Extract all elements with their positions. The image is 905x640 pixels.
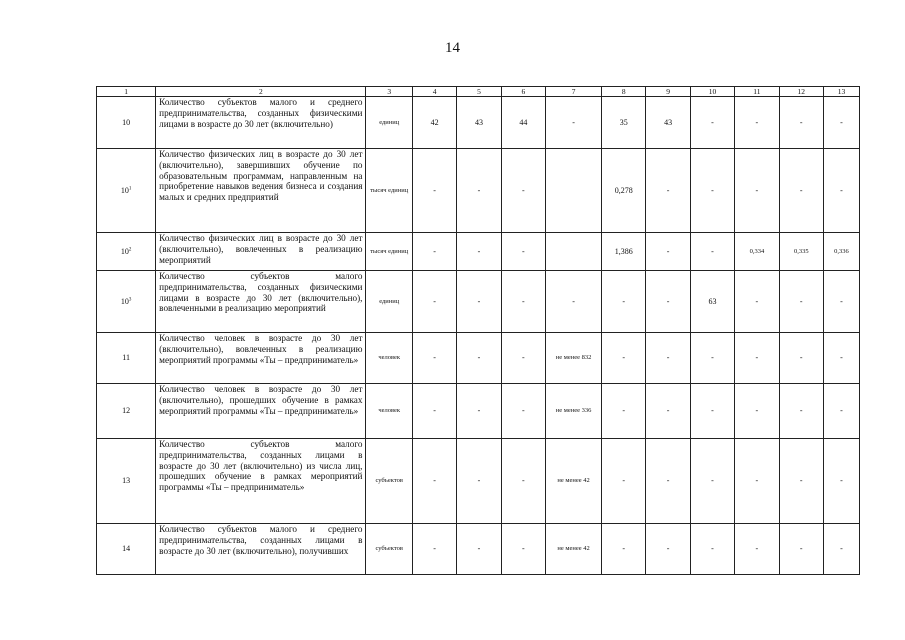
header-cell: 5	[457, 87, 501, 97]
value-cell: не менее 336	[546, 384, 602, 439]
value-cell: -	[457, 271, 501, 333]
value-cell: -	[602, 333, 646, 384]
indicator-name: Количество человек в возрасте до 30 лет (включительно), прошедших обучение в рамках мероприятий программы «Ты – предприниматель»	[156, 384, 366, 439]
value-cell: -	[646, 439, 690, 524]
header-cell: 3	[366, 87, 412, 97]
header-cell: 2	[156, 87, 366, 97]
table-row	[97, 439, 860, 524]
header-cell: 7	[546, 87, 602, 97]
value-cell: -	[690, 439, 734, 524]
value-cell: не менее 832	[546, 333, 602, 384]
value-cell: -	[735, 524, 779, 575]
row-number: 14	[97, 524, 156, 575]
indicator-name: Количество субъектов малого и среднего предпринимательства, созданных лицами в возрасте до 30 лет (включительно), получивших	[156, 524, 366, 575]
value-cell: 44	[501, 97, 545, 149]
value-cell: -	[823, 97, 859, 149]
value-cell: -	[823, 271, 859, 333]
value-cell: -	[779, 97, 823, 149]
value-cell: -	[690, 97, 734, 149]
value-cell: -	[412, 333, 456, 384]
row-number: $10^1$	[97, 149, 156, 233]
value-cell: -	[690, 384, 734, 439]
header-cell: 4	[412, 87, 456, 97]
value-cell: -	[646, 524, 690, 575]
value-cell: -	[823, 333, 859, 384]
row-number: 11	[97, 333, 156, 384]
table-row	[97, 333, 860, 384]
value-cell: -	[602, 439, 646, 524]
value-cell: -	[779, 149, 823, 233]
value-cell: -	[735, 384, 779, 439]
page-number: 14	[445, 40, 460, 56]
value-cell: -	[602, 384, 646, 439]
indicator-name: Количество субъектов малого и среднего предпринимательства, созданных физическими лицами в возрасте до 30 лет (включительно)	[156, 97, 366, 149]
header-cell: 10	[690, 87, 734, 97]
header-cell: 12	[779, 87, 823, 97]
value-cell: 43	[646, 97, 690, 149]
value-cell: 0,334	[735, 233, 779, 271]
table-row	[97, 97, 860, 149]
value-cell: -	[457, 524, 501, 575]
value-cell: -	[823, 524, 859, 575]
header-cell: 11	[735, 87, 779, 97]
header-row	[97, 87, 860, 97]
row-number: $10^3$	[97, 271, 156, 333]
value-cell: -	[779, 439, 823, 524]
value-cell: -	[501, 271, 545, 333]
indicator-name: Количество субъектов малого предпринимательства, созданных физическими лицами в возрасте до 30 лет (включительно), вовлеченными в реализацию мероприятий	[156, 271, 366, 333]
value-cell: -	[546, 97, 602, 149]
value-cell: -	[501, 439, 545, 524]
value-cell: 0,336	[823, 233, 859, 271]
table-row	[97, 524, 860, 575]
value-cell: 35	[602, 97, 646, 149]
value-cell	[546, 149, 602, 233]
value-cell: -	[457, 439, 501, 524]
header-cell: 6	[501, 87, 545, 97]
row-number: 12	[97, 384, 156, 439]
indicator-name: Количество физических лиц в возрасте до 30 лет (включительно), завершивших обучение по образовательным программам, направленным на приобретение навыков ведения бизнеса и создания малых и средних предприятий	[156, 149, 366, 233]
indicator-name: Количество физических лиц в возрасте до 30 лет (включительно), вовлеченных в реализацию мероприятий	[156, 233, 366, 271]
value-cell: -	[602, 271, 646, 333]
row-number: $10^2$	[97, 233, 156, 271]
value-cell: 1,386	[602, 233, 646, 271]
value-cell: -	[690, 333, 734, 384]
value-cell: -	[690, 524, 734, 575]
value-cell: -	[779, 271, 823, 333]
unit-cell: тысяч единиц	[366, 233, 412, 271]
unit-cell: человек	[366, 333, 412, 384]
value-cell: -	[412, 524, 456, 575]
value-cell: -	[457, 233, 501, 271]
value-cell: -	[779, 333, 823, 384]
value-cell: -	[412, 149, 456, 233]
unit-cell: тысяч единиц	[366, 149, 412, 233]
table-row	[97, 271, 860, 333]
value-cell: 42	[412, 97, 456, 149]
indicators-table	[96, 86, 860, 575]
value-cell: -	[501, 333, 545, 384]
value-cell: -	[457, 384, 501, 439]
value-cell: 0,278	[602, 149, 646, 233]
value-cell: -	[646, 333, 690, 384]
value-cell: -	[602, 524, 646, 575]
value-cell: -	[735, 149, 779, 233]
header-cell: 8	[602, 87, 646, 97]
value-cell: -	[457, 333, 501, 384]
value-cell: -	[412, 384, 456, 439]
value-cell: -	[501, 233, 545, 271]
unit-cell: единиц	[366, 97, 412, 149]
value-cell: -	[735, 439, 779, 524]
value-cell: -	[823, 384, 859, 439]
value-cell: -	[735, 271, 779, 333]
header-cell: 9	[646, 87, 690, 97]
header-cell: 1	[97, 87, 156, 97]
table-row	[97, 233, 860, 271]
row-number: 13	[97, 439, 156, 524]
row-number: 10	[97, 97, 156, 149]
value-cell: -	[823, 149, 859, 233]
value-cell: 43	[457, 97, 501, 149]
value-cell	[546, 233, 602, 271]
value-cell: -	[546, 271, 602, 333]
value-cell: -	[501, 149, 545, 233]
value-cell: -	[457, 149, 501, 233]
value-cell: 63	[690, 271, 734, 333]
indicator-name: Количество субъектов малого предпринимательства, созданных лицами в возрасте до 30 лет (включительно) из числа лиц, прошедших обучение в рамках мероприятий программы «Ты – предприниматель»	[156, 439, 366, 524]
value-cell: -	[501, 384, 545, 439]
value-cell: -	[646, 384, 690, 439]
value-cell: -	[690, 233, 734, 271]
value-cell: -	[646, 233, 690, 271]
value-cell: -	[690, 149, 734, 233]
value-cell: -	[646, 271, 690, 333]
unit-cell: субъектов	[366, 524, 412, 575]
value-cell: -	[735, 97, 779, 149]
value-cell: -	[412, 439, 456, 524]
table-row	[97, 384, 860, 439]
table-row	[97, 149, 860, 233]
unit-cell: человек	[366, 384, 412, 439]
indicator-name: Количество человек в возрасте до 30 лет (включительно), вовлеченных в реализацию мероприятий программы «Ты – предприниматель»	[156, 333, 366, 384]
value-cell: -	[779, 384, 823, 439]
value-cell: не менее 42	[546, 439, 602, 524]
value-cell: 0,335	[779, 233, 823, 271]
value-cell: -	[412, 233, 456, 271]
value-cell: -	[823, 439, 859, 524]
unit-cell: субъектов	[366, 439, 412, 524]
header-cell: 13	[823, 87, 859, 97]
value-cell: -	[412, 271, 456, 333]
value-cell: не менее 42	[546, 524, 602, 575]
value-cell: -	[501, 524, 545, 575]
value-cell: -	[735, 333, 779, 384]
value-cell: -	[779, 524, 823, 575]
value-cell: -	[646, 149, 690, 233]
unit-cell: единиц	[366, 271, 412, 333]
